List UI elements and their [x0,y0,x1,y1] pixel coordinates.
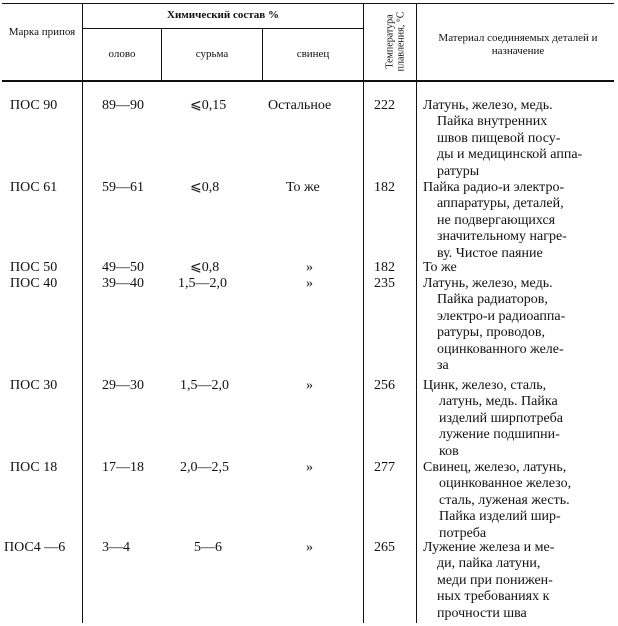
row-7-desc-line-1: Лужение железа и ме- [423,540,555,555]
row-6-desc-line-4: Пайка изделий шир- [439,509,561,525]
row-1-description [423,98,611,180]
row-1-brand: ПОС 90 [10,98,58,113]
row-7-desc-line-3: меди при понижен- [437,572,553,588]
row-7-tin: 3—4 [102,540,130,555]
header-bottom-rule [2,80,614,82]
header-material: Материал соединяемых деталей и назначение [438,32,598,57]
row-1-desc-line-5: ратуры [437,163,480,179]
row-5-brand: ПОС 30 [10,378,58,393]
row-6-tin: 17—18 [102,460,144,475]
row-3-desc-line-1: То же [423,260,457,275]
row-4-desc-line-1: Латунь, железо, медь. [423,276,553,291]
row-1-tin: 89—90 [102,98,144,113]
row-4-lead: » [306,276,313,291]
row-4-description [423,276,611,374]
header-melting-temp: Температура плавления, °С [384,11,407,72]
row-2-desc-line-4: значительному нагре- [437,229,567,245]
row-7-lead: » [306,540,313,555]
row-6-lead: » [306,460,313,475]
header-tin: олово [108,48,136,60]
row-5-lead: » [306,378,313,393]
row-5-antimony: 1,5—2,0 [180,378,229,393]
row-2-antimony: ⩽0,8 [190,180,220,195]
header-chem-composition: Химический состав % [167,9,279,21]
row-7-desc-line-4: ных требованиях к [437,589,550,605]
row-3-lead: » [306,260,313,275]
row-2-desc-line-3: не подвергающихся [437,212,556,228]
header-brand: Марка припоя [8,26,76,38]
row-1-desc-line-4: ды и медицинской аппа- [437,147,583,163]
row-1-antimony: ⩽0,15 [190,98,227,113]
row-3-brand: ПОС 50 [10,260,58,275]
row-7-temp: 265 [374,540,395,555]
row-6-desc-line-3: сталь, луженая жесть. [439,492,570,508]
col-divider-3 [262,28,263,81]
row-6-brand: ПОС 18 [10,460,58,475]
col-divider-5 [416,3,417,623]
row-2-desc-line-1: Пайка радио-и электро- [423,180,565,195]
header-antimony: сурьма [195,48,229,60]
row-7-brand: ПОС4 —6 [4,540,66,555]
row-7-desc-line-2: ди, пайка латуни, [437,556,541,572]
row-2-brand: ПОС 61 [10,180,58,195]
row-5-description [423,378,611,460]
top-rule [2,3,614,4]
row-2-temp: 182 [374,180,395,195]
row-2-desc-line-5: ву. Чистое паяние [437,245,543,261]
row-4-brand: ПОС 40 [10,276,58,291]
col-divider-4 [363,3,364,623]
row-7-desc-line-5: прочности шва [437,605,527,621]
row-6-desc-line-1: Свинец, железо, латунь, [423,460,567,475]
row-4-desc-line-2: Пайка радиаторов, [437,292,548,308]
row-1-desc-line-2: Пайка внутренних [437,114,548,130]
row-5-temp: 256 [374,378,395,393]
row-2-lead: То же [286,180,320,195]
col-divider-1 [82,3,83,623]
row-5-desc-line-3: изделий ширпотреба [439,410,563,426]
row-4-temp: 235 [374,276,395,291]
row-1-lead: Остальное [268,98,332,113]
row-5-desc-line-2: латунь, медь. Пайка [439,394,558,410]
row-5-tin: 29—30 [102,378,144,393]
row-6-desc-line-2: оцинкованное железо, [439,476,572,492]
header-lead: свинец [296,48,330,60]
row-4-tin: 39—40 [102,276,144,291]
row-4-desc-line-6: за [437,358,449,374]
row-2-tin: 59—61 [102,180,144,195]
row-4-desc-line-3: электро-и радиоаппа- [437,308,566,324]
row-3-temp: 182 [374,260,395,275]
row-6-antimony: 2,0—2,5 [180,460,229,475]
col-divider-2 [161,28,162,81]
row-1-desc-line-1: Латунь, железо, медь. [423,98,553,113]
row-6-description [423,460,611,542]
row-3-tin: 49—50 [102,260,144,275]
row-3-antimony: ⩽0,8 [190,260,220,275]
row-5-desc-line-1: Цинк, железо, сталь, [423,378,547,393]
row-6-desc-line-5: потреба [439,525,487,541]
row-4-antimony: 1,5—2,0 [178,276,227,291]
row-1-temp: 222 [374,98,395,113]
row-5-desc-line-5: ков [439,443,459,459]
row-7-antimony: 5—6 [194,540,222,555]
row-4-desc-line-5: оцинкованного желе- [437,341,564,357]
chem-subheader-rule [82,28,364,29]
row-5-desc-line-4: лужение подшипни- [439,427,560,443]
row-7-description [423,540,611,622]
row-1-desc-line-3: швов пищевой посу- [437,130,561,146]
row-4-desc-line-4: ратуры, проводов, [437,325,546,341]
row-2-description [423,180,611,262]
row-3-description [423,260,611,276]
row-2-desc-line-2: аппаратуры, деталей, [437,196,564,212]
row-6-temp: 277 [374,460,395,475]
